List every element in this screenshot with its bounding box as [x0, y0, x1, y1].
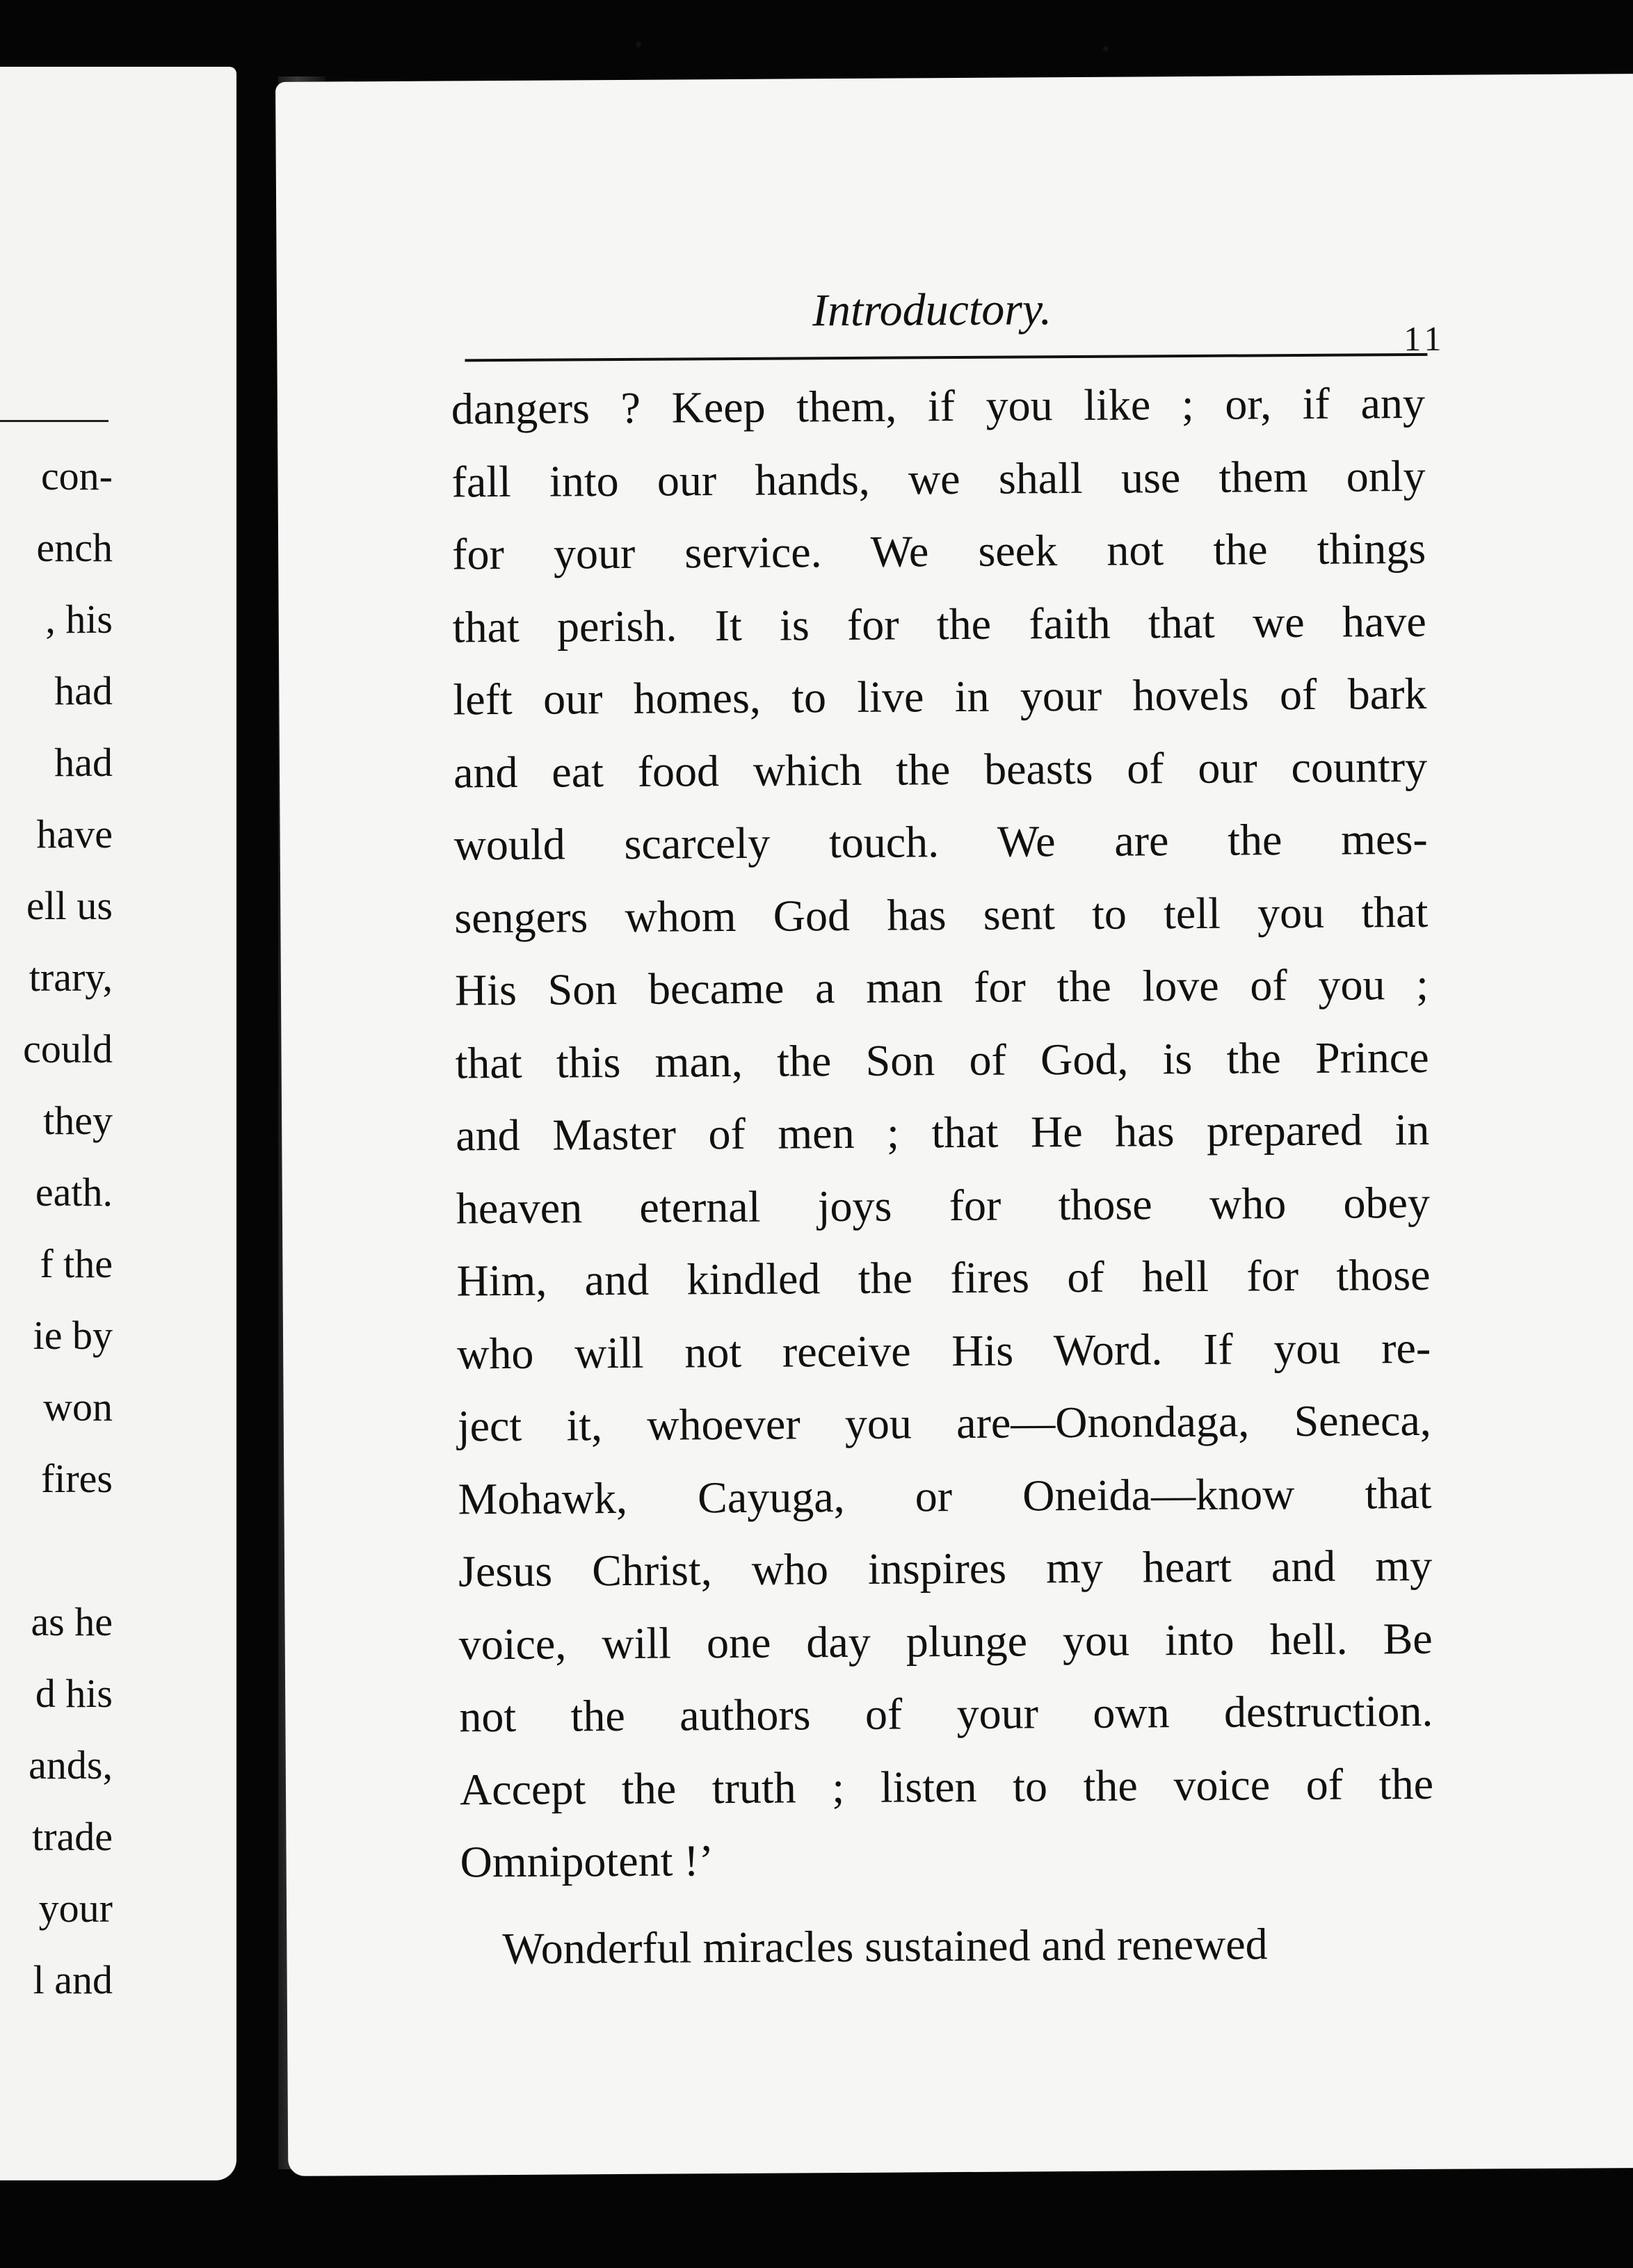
body-line: voice, will one day plunge you into hell. Be: [458, 1613, 1433, 1669]
left-page-line: ie by: [33, 1313, 113, 1358]
header-rule: [465, 353, 1427, 362]
body-line: sengers whom God has sent to tell you that: [454, 886, 1429, 942]
left-page-line: could: [23, 1026, 113, 1071]
body-line: Omnipotent !’: [460, 1836, 714, 1887]
page-number: 11: [1403, 318, 1446, 359]
left-page-line: ell us: [26, 883, 113, 928]
page-header: [275, 74, 1633, 359]
running-head: Introductory.: [812, 284, 1052, 337]
left-page-line: ench: [36, 525, 113, 570]
left-page-line: , his: [45, 597, 113, 642]
left-page-line: con-: [40, 453, 113, 499]
left-page: [0, 67, 236, 2180]
ink-speck: [636, 42, 641, 47]
body-line: heaven eternal joys for those who obey: [456, 1177, 1431, 1233]
left-page-line: as he: [31, 1599, 113, 1644]
left-page-line: f the: [40, 1241, 113, 1286]
body-line: ject it, whoever you are—Onondaga, Seneca,: [457, 1395, 1432, 1451]
left-page-line: had: [54, 740, 113, 785]
left-page-line: trade: [32, 1814, 113, 1859]
body-line: Accept the truth ; listen to the voice of the: [459, 1758, 1434, 1814]
body-line: and Master of men ; that He has prepared in: [456, 1104, 1430, 1160]
body-line: Jesus Christ, who inspires my heart and my: [458, 1540, 1433, 1596]
left-page-line: won: [43, 1384, 113, 1429]
body-line: would scarcely touch. We are the mes-: [453, 813, 1428, 870]
left-page-line: eath.: [35, 1169, 113, 1215]
body-line: Wonderful miracles sustained and renewed: [502, 1918, 1268, 1973]
body-line: dangers ? Keep them, if you like ; or, if any: [451, 378, 1426, 434]
right-page: [275, 74, 1633, 2176]
left-page-line: fires: [40, 1456, 113, 1501]
left-page-line: have: [36, 811, 113, 857]
left-page-rule: [0, 420, 108, 422]
body-line: fall into our hands, we shall use them only: [451, 451, 1426, 506]
left-page-line: had: [54, 668, 113, 713]
left-page-line: they: [43, 1098, 113, 1143]
body-line: Mohawk, Cayuga, or Oneida—know that: [458, 1468, 1432, 1523]
body-line: for your service. We seek not the things: [451, 523, 1426, 579]
left-page-line: l and: [33, 1957, 113, 2002]
ink-speck: [1103, 46, 1109, 51]
body-line: that this man, the Son of God, is the Prince: [455, 1032, 1429, 1087]
body-line: left our homes, to live in your hovels of bark: [453, 668, 1427, 724]
left-page-line: trary,: [29, 955, 113, 1000]
body-line: and eat food which the beasts of our country: [453, 741, 1428, 797]
left-page-line: d his: [35, 1671, 113, 1716]
left-page-line: your: [38, 1886, 113, 1931]
body-line: who will not receive His Word. If you re-: [456, 1322, 1431, 1378]
body-line: Him, and kindled the fires of hell for those: [456, 1249, 1431, 1306]
left-page-line: ands,: [29, 1742, 113, 1788]
body-line: that perish. It is for the faith that we have: [452, 596, 1426, 651]
body-line: His Son became a man for the love of you ;: [454, 959, 1429, 1015]
body-line: not the authors of your own destruction.: [459, 1685, 1433, 1742]
